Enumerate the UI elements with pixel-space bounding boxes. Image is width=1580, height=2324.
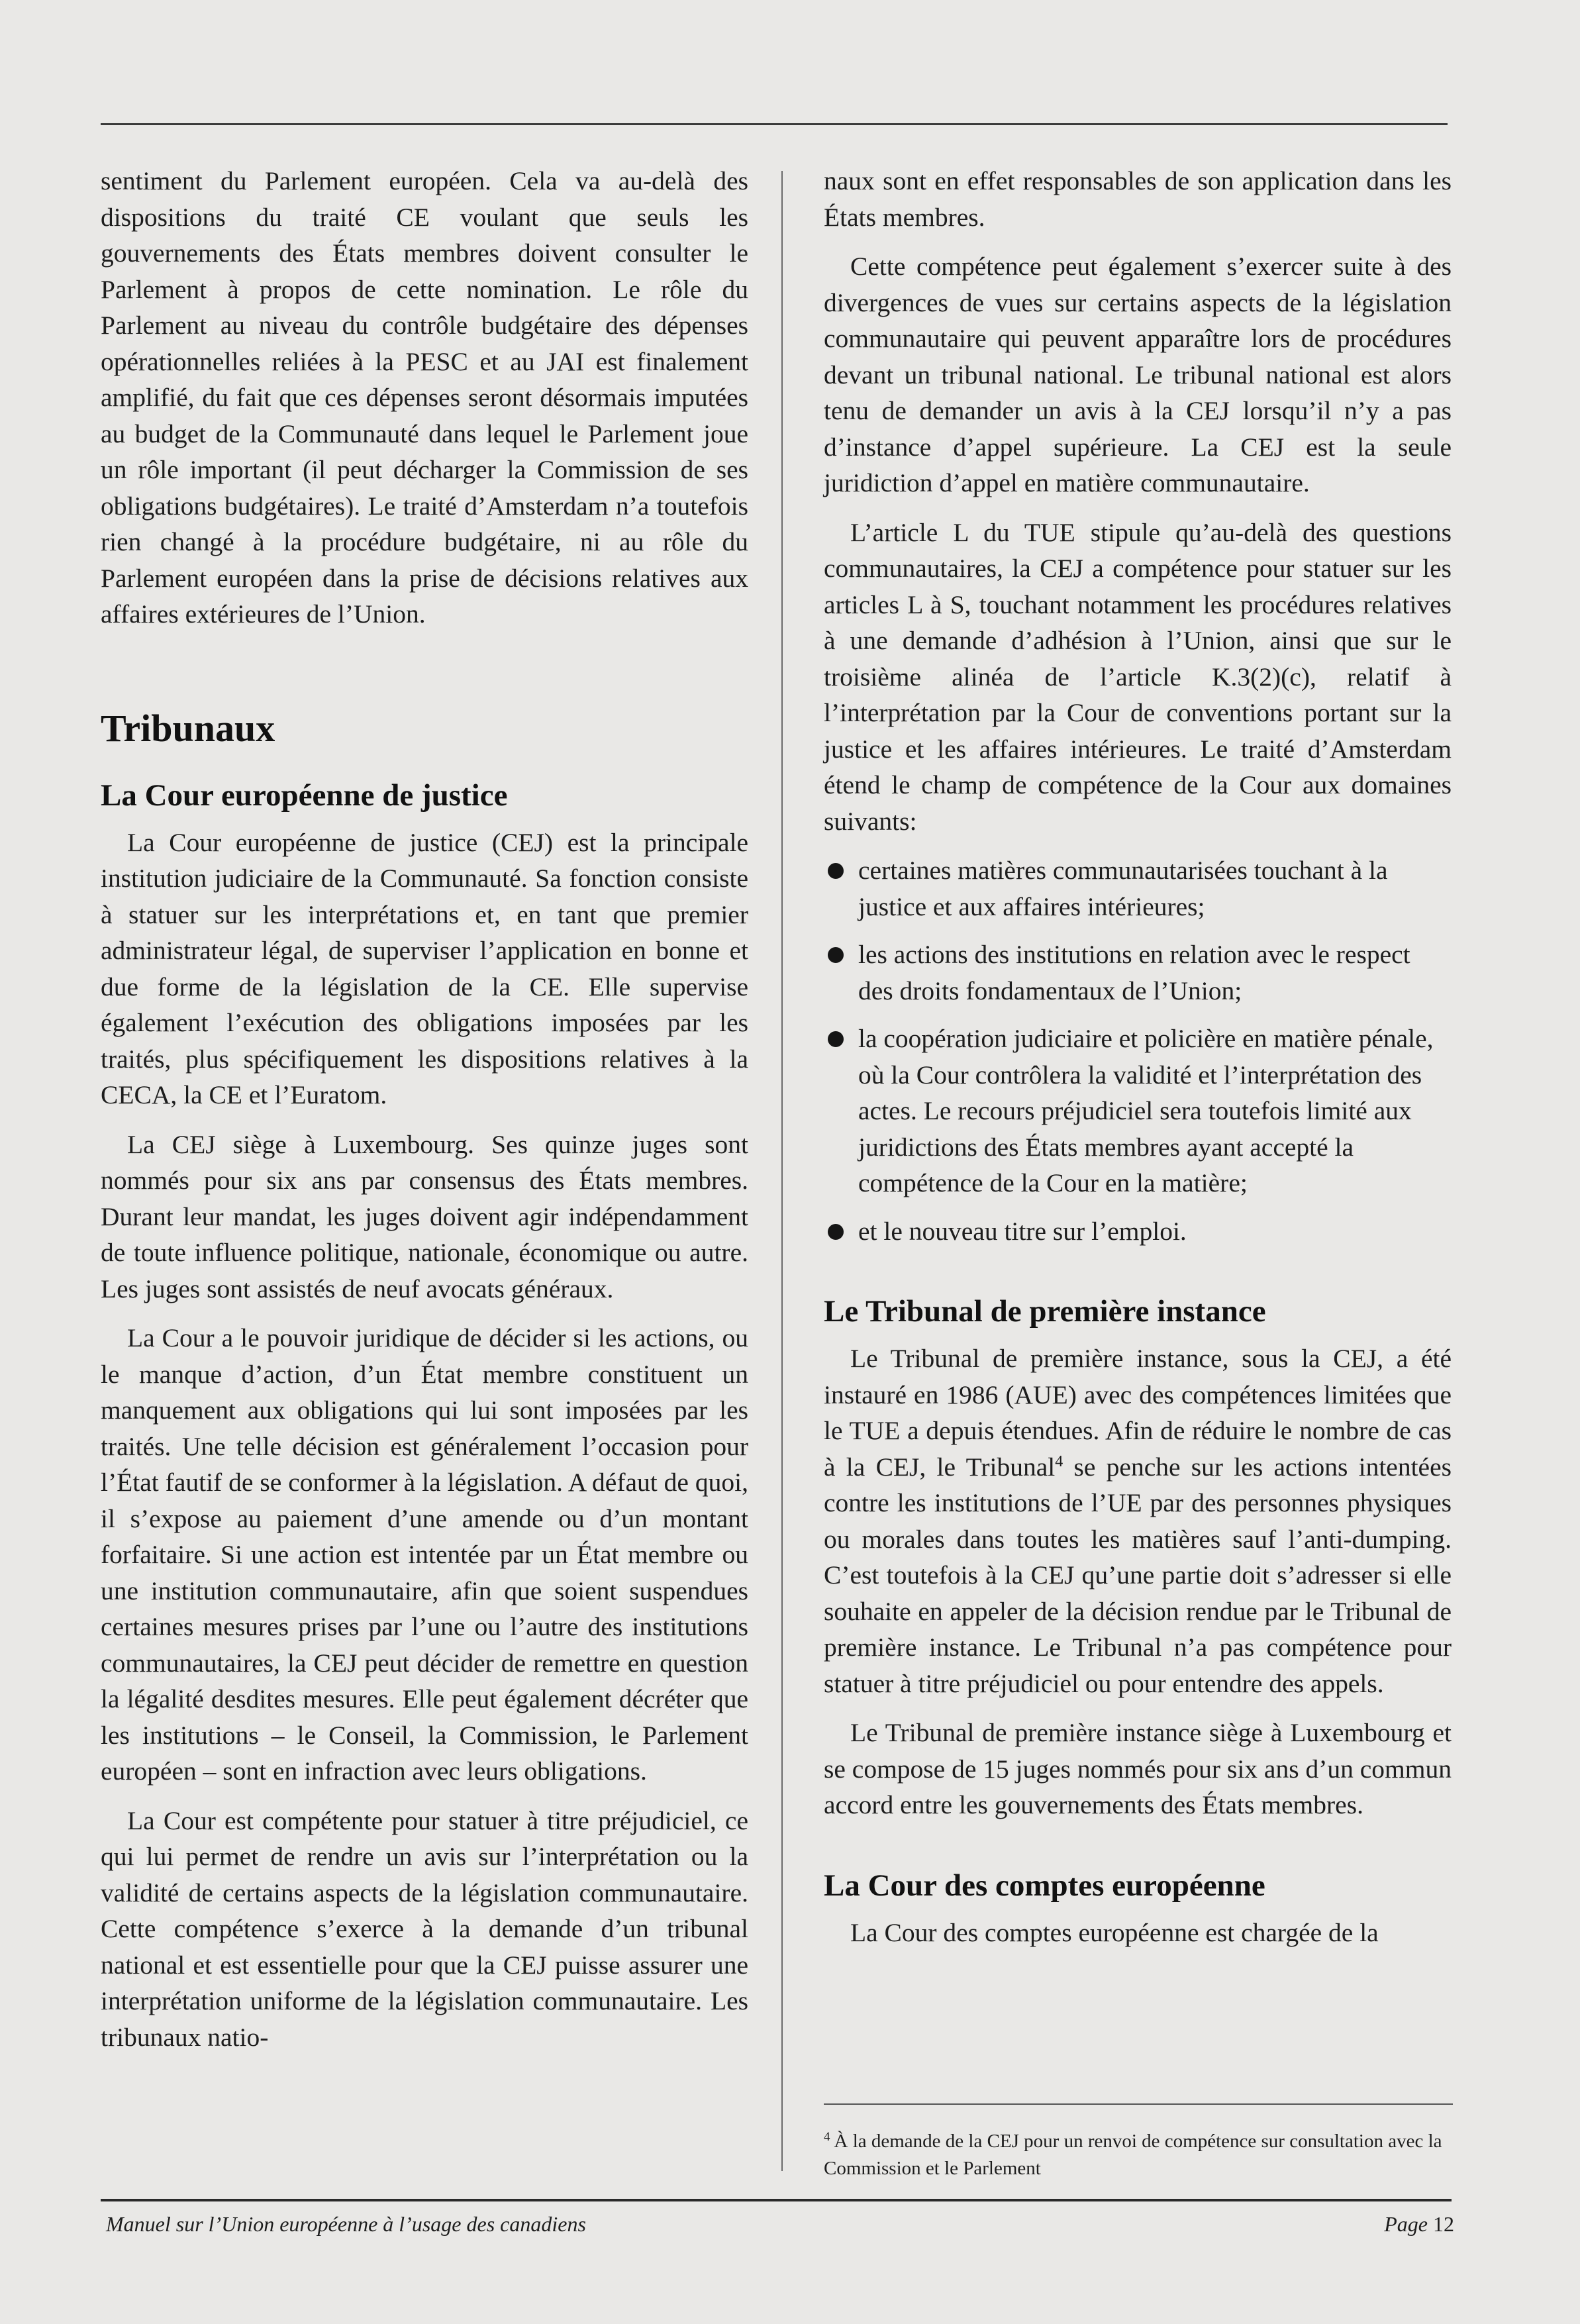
header-rule [101, 123, 1448, 125]
page-label: Page [1384, 2212, 1428, 2236]
page-number-value: 12 [1433, 2212, 1454, 2236]
right-column [824, 163, 1452, 1964]
paragraph: L’article L du TUE stipule qu’au-delà des questions communautaires, la CEJ a compétence pour statuer sur les articles L à S, touchant notamment les procédures relatives à une demande d’adhésion à l’Union, ainsi que sur le troisième alinéa de l’article K.3(2)(c), relatif à l’interprétation par la Cour de conventions portant sur la justice et les affaires intérieures. Le traité d’Amsterdam étend le champ de compétence de la Cour aux domaines suivants: [824, 517, 1452, 836]
bullet-icon [828, 1224, 844, 1240]
list-item: les actions des institutions en relation avec le respect des droits fondamentaux de l’Union; [824, 936, 1452, 1009]
bullet-list [824, 852, 1452, 1249]
paragraph: Le Tribunal de première instance, sous la CEJ, a été instauré en 1986 (AUE) avec des compétences limitées que le TUE a depuis étendues. Afin de réduire le nombre de cas à la CEJ, le Tribunal$^4$ se penche sur les actions intentées contre les institutions de l’UE par des personnes physiques ou morales dans toutes les matières sauf l’anti-dumping. C’est toutefois à la CEJ qu’une partie doit s’adresser si elle souhaite en appeler de la décision rendue par le Tribunal de première instance. Le Tribunal n’a pas compétence pour statuer à titre préjudiciel ou pour entendre des appels. [824, 1344, 1452, 1698]
footnote-rule [824, 2103, 1453, 2105]
footnote-reference: 4 [1055, 1452, 1063, 1470]
left-column [101, 163, 748, 2068]
paragraph: La CEJ siège à Luxembourg. Ses quinze juges sont nommés pour six ans par consensus des États membres. Durant leur mandat, les juges doivent agir indépendamment de toute influence politique, nationale, économique ou autre. Les juges sont assistés de neuf avocats généraux. [101, 1129, 748, 1303]
paragraph: Le Tribunal de première instance siège à Luxembourg et se compose de 15 juges nommés pour six ans d’un commun accord entre les gouvernements des États membres. [824, 1718, 1452, 1819]
subheading-tribunal: Le Tribunal de première instance [824, 1294, 1266, 1329]
list-item: et le nouveau titre sur l’emploi. [824, 1213, 1452, 1250]
paragraph: La Cour des comptes européenne est chargée de la [850, 1917, 1379, 1947]
subheading-cej: La Cour européenne de justice [101, 778, 508, 813]
page-number [1384, 2209, 1454, 2239]
bullet-icon [828, 947, 844, 963]
bullet-icon [828, 863, 844, 879]
footnote-text: À la demande de la CEJ pour un renvoi de compétence sur consultation avec la Commission et le Parlement [824, 2131, 1442, 2179]
footer-title: Manuel sur l’Union européenne à l’usage des canadiens [106, 2212, 586, 2236]
section-title: Tribunaux [101, 706, 275, 750]
paragraph: naux sont en effet responsables de son application dans les États membres. [824, 166, 1452, 232]
paragraph: La Cour est compétente pour statuer à titre préjudiciel, ce qui lui permet de rendre un avis sur l’interprétation ou la validité de certains aspects de la législation communautaire. Cette compétence s’exerce à la demande d’un tribunal national et est essentielle pour que la CEJ puisse assurer une interprétation uniforme de la législation communautaire. Les tribunaux natio- [101, 1805, 748, 2052]
bullet-icon [828, 1031, 844, 1047]
paragraph: La Cour européenne de justice (CEJ) est la principale institution judiciaire de la Communauté. Sa fonction consiste à statuer sur les interprétations et, en tant que premier administrateur légal, de superviser l’application en bonne et due forme de la législation de la CE. Elle supervise également l’exécution des obligations imposées par les traités, plus spécifiquement les dispositions relatives à la CECA, la CE et l’Euratom. [101, 827, 748, 1109]
footnote [824, 2123, 1466, 2182]
list-item: la coopération judiciaire et policière en matière pénale, où la Cour contrôlera la validité et l’interprétation des actes. Le recours préjudiciel sera toutefois limité aux juridictions des États membres ayant accepté la compétence de la Cour en la matière; [824, 1021, 1452, 1201]
paragraph: La Cour a le pouvoir juridique de décider si les actions, ou le manque d’action, d’un État membre constituent un manquement aux obligations qui lui sont imposées par les traités. Une telle décision est généralement l’occasion pour l’État fautif de se conformer à la législation. A défaut de quoi, il s’expose au paiement d’une amende ou d’un montant forfaitaire. Si une action est intentée par un État membre ou une institution communautaire, afin que soient suspendues certaines mesures prises par l’une ou l’autre des institutions communautaires, la CEJ peut décider de remettre en question la légalité desdites mesures. Elle peut également décréter que les institutions – le Conseil, la Commission, le Parlement européen – sont en infraction avec leurs obligations. [101, 1323, 748, 1786]
footnote-marker: 4 [824, 2130, 830, 2144]
column-divider [781, 171, 783, 2171]
paragraph: sentiment du Parlement européen. Cela va au-delà des dispositions du traité CE voulant que seuls les gouvernements des États membres doivent consulter le Parlement à propos de cette nomination. Le rôle du Parlement au niveau du contrôle budgétaire des dépenses opérationnelles reliées à la PESC et au JAI est finalement amplifié, du fait que ces dépenses seront désormais imputées au budget de la Communauté dans lequel le Parlement joue un rôle important (il peut décharger la Commission de ses obligations budgétaires). Le traité d’Amsterdam n’a toutefois rien changé à la procédure budgétaire, ni au rôle du Parlement européen dans la prise de décisions relatives aux affaires extérieures de l’Union. [101, 166, 748, 629]
list-item: certaines matières communautarisées touchant à la justice et aux affaires intérieures; [824, 852, 1452, 925]
paragraph: Cette compétence peut également s’exercer suite à des divergences de vues sur certains aspects de la législation communautaire qui peuvent apparaître lors de procédures devant un tribunal national. Le tribunal national est alors tenu de demander un avis à la CEJ lorsqu’il n’y a pas d’instance d’appel supérieure. La CEJ est la seule juridiction d’appel en matière communautaire. [824, 252, 1452, 497]
subheading-cour-des-comptes: La Cour des comptes européenne [824, 1868, 1265, 1903]
footer-rule [101, 2199, 1452, 2201]
